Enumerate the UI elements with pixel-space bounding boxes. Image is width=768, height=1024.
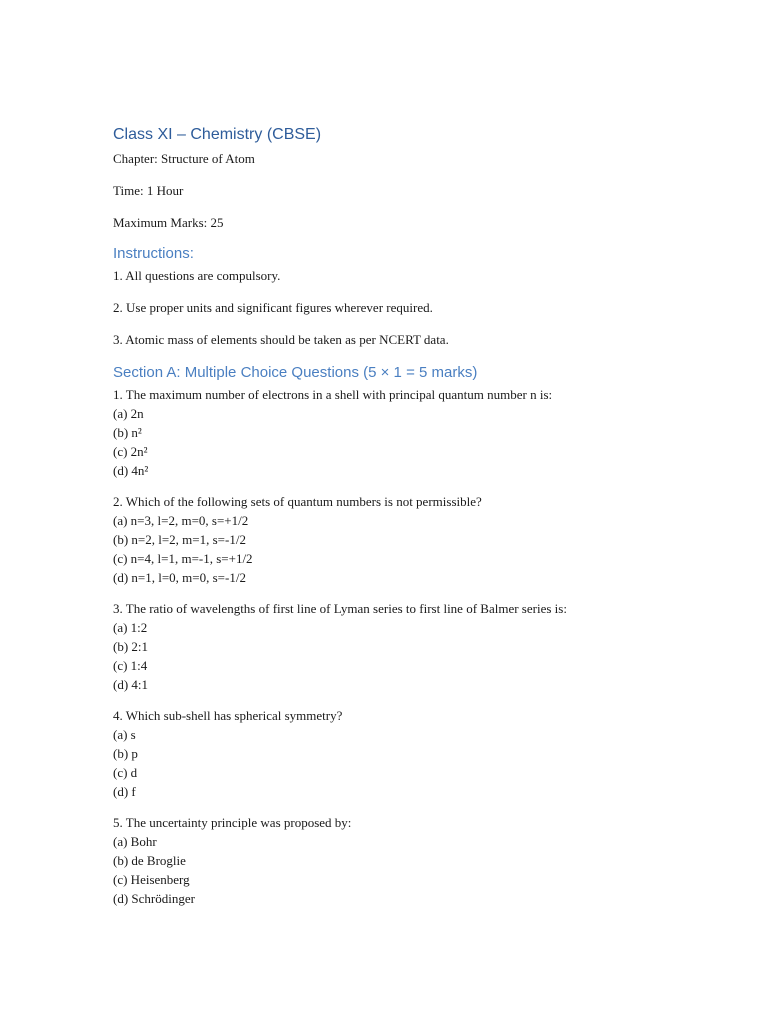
option: (d) Schrödinger: [113, 891, 195, 906]
option: (a) n=3, l=2, m=0, s=+1/2: [113, 513, 249, 528]
option: (b) 2:1: [113, 639, 149, 654]
option: (a) 1:2: [113, 620, 148, 635]
option: (b) n²: [113, 425, 142, 440]
option: (b) n=2, l=2, m=1, s=-1/2: [113, 532, 246, 547]
option: (b) de Broglie: [113, 853, 186, 868]
instruction-item: 2. Use proper units and significant figures wherever required.: [113, 300, 433, 315]
option: (c) Heisenberg: [113, 872, 190, 887]
question-item: [113, 385, 733, 480]
option: (d) n=1, l=0, m=0, s=-1/2: [113, 570, 246, 585]
question-text: 1. The maximum number of electrons in a shell with principal quantum number n is:: [113, 387, 553, 402]
question-text: 3. The ratio of wavelengths of first line of Lyman series to first line of Balmer series is:: [113, 601, 567, 616]
document-meta: [113, 149, 733, 232]
question-item: [113, 492, 733, 587]
option: (a) 2n: [113, 406, 144, 421]
question-text: 4. Which sub-shell has spherical symmetry?: [113, 708, 343, 723]
option: (c) n=4, l=1, m=-1, s=+1/2: [113, 551, 253, 566]
question-item: [113, 706, 733, 801]
max-marks-line: Maximum Marks: 25: [113, 215, 224, 230]
option: (d) 4:1: [113, 677, 149, 692]
question-list: [113, 385, 733, 908]
question-text: 2. Which of the following sets of quantum numbers is not permissible?: [113, 494, 482, 509]
option: (d) f: [113, 784, 136, 799]
option: (a) s: [113, 727, 136, 742]
option: (c) 2n²: [113, 444, 148, 459]
option: (c) 1:4: [113, 658, 148, 673]
option: (b) p: [113, 746, 138, 761]
document-page: [113, 124, 733, 920]
question-item: [113, 599, 733, 694]
document-title: Class XI – Chemistry (CBSE): [113, 126, 322, 143]
question-text: 5. The uncertainty principle was proposed by:: [113, 815, 352, 830]
instructions-heading: Instructions:: [113, 245, 194, 262]
option: (d) 4n²: [113, 463, 149, 478]
question-item: [113, 813, 733, 908]
time-line: Time: 1 Hour: [113, 183, 184, 198]
section-a-heading: Section A: Multiple Choice Questions (5 × 1 = 5 marks): [113, 364, 478, 381]
option: (a) Bohr: [113, 834, 157, 849]
instruction-item: 1. All questions are compulsory.: [113, 268, 281, 283]
instructions-list: [113, 266, 733, 349]
instruction-item: 3. Atomic mass of elements should be taken as per NCERT data.: [113, 332, 449, 347]
chapter-line: Chapter: Structure of Atom: [113, 151, 255, 166]
option: (c) d: [113, 765, 138, 780]
